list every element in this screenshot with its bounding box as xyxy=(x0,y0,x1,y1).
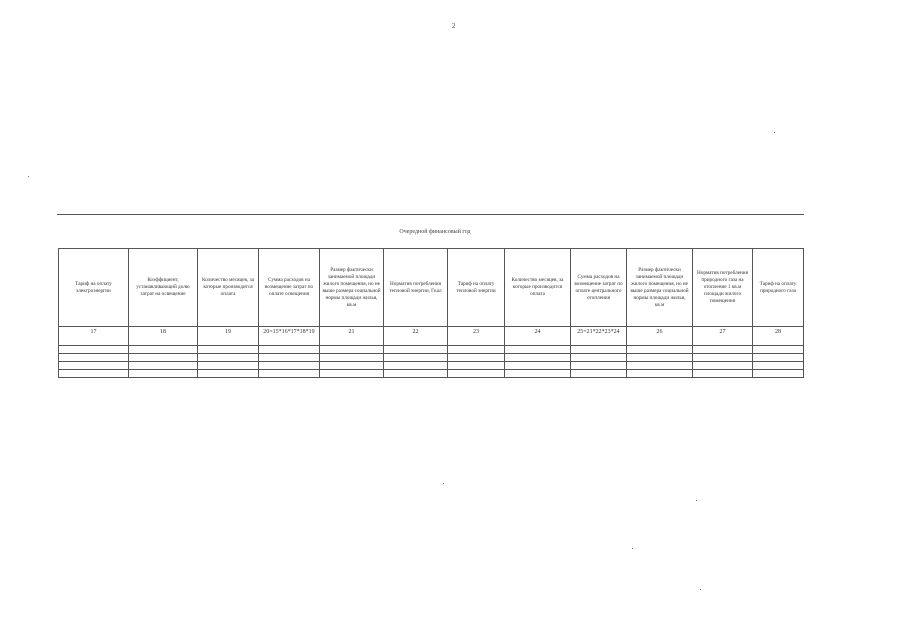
table-row xyxy=(59,354,804,362)
column-number: 19 xyxy=(198,327,259,346)
table-cell xyxy=(505,346,571,354)
column-number: 20=15*16*17*18*19 xyxy=(259,327,320,346)
table-cell xyxy=(571,370,627,378)
column-header: Количество месяцев, за которые производится оплата xyxy=(198,249,259,327)
table-caption: Очередной финансовый год xyxy=(399,229,471,235)
table-cell xyxy=(129,354,198,362)
table-cell xyxy=(384,354,448,362)
table-cell xyxy=(129,362,198,370)
table-cell xyxy=(129,346,198,354)
table-row xyxy=(59,362,804,370)
table-cell xyxy=(384,346,448,354)
column-number: 18 xyxy=(129,327,198,346)
table-cell xyxy=(627,354,693,362)
table-row xyxy=(59,370,804,378)
column-number: 21 xyxy=(320,327,384,346)
column-number-row xyxy=(59,327,804,346)
column-number: 27 xyxy=(693,327,753,346)
column-header: Тариф на оплату тепловой энергии xyxy=(448,249,505,327)
table-cell xyxy=(448,362,505,370)
column-header: Размер фактически занимаемой площади жилого помещения, но не выше размера социальной нормы площади жилья, кв.м xyxy=(320,249,384,327)
table-cell xyxy=(753,354,804,362)
scan-speck xyxy=(28,176,29,177)
column-header: Норматив потребления природного газа на отопление 1 кв.м площади жилого помещения xyxy=(693,249,753,327)
table-cell xyxy=(59,346,129,354)
table-cell xyxy=(259,362,320,370)
table-cell xyxy=(627,362,693,370)
table-cell xyxy=(198,346,259,354)
table-cell xyxy=(571,354,627,362)
table-cell xyxy=(259,370,320,378)
column-number: 26 xyxy=(627,327,693,346)
column-number: 17 xyxy=(59,327,129,346)
table-cell xyxy=(198,354,259,362)
table-cell xyxy=(505,370,571,378)
scan-speck xyxy=(443,483,444,484)
table-cell xyxy=(693,354,753,362)
table-cell xyxy=(198,370,259,378)
scan-speck xyxy=(696,500,697,501)
table-cell xyxy=(753,362,804,370)
column-header: Размер фактически занимаемой площади жилого помещения, но не выше размера социальной нормы площади жилья, кв.м xyxy=(627,249,693,327)
column-header: Тариф на оплату природного газа xyxy=(753,249,804,327)
header-row xyxy=(59,249,804,327)
table-cell xyxy=(259,346,320,354)
table-cell xyxy=(59,354,129,362)
column-header: Сумма расходов на возмещение затрат по оплате освещения xyxy=(259,249,320,327)
table-cell xyxy=(571,346,627,354)
table-cell xyxy=(59,362,129,370)
table-cell xyxy=(627,370,693,378)
table-cell xyxy=(693,346,753,354)
table-cell xyxy=(384,362,448,370)
column-header: Количество месяцев, за которые производится оплата xyxy=(505,249,571,327)
table-cell xyxy=(59,370,129,378)
scan-speck xyxy=(774,132,775,133)
column-number: 23 xyxy=(448,327,505,346)
column-header: Тариф на оплату электроэнергии xyxy=(59,249,129,327)
table-cell xyxy=(198,362,259,370)
table-cell xyxy=(259,354,320,362)
table-cell xyxy=(448,370,505,378)
expenses-table-container xyxy=(58,248,803,378)
column-number: 25=21*22*23*24 xyxy=(571,327,627,346)
table-row xyxy=(59,346,804,354)
scan-speck xyxy=(700,589,701,590)
table-cell xyxy=(384,370,448,378)
column-number: 28 xyxy=(753,327,804,346)
table-cell xyxy=(448,354,505,362)
table-cell xyxy=(627,346,693,354)
table-cell xyxy=(693,370,753,378)
scan-speck xyxy=(632,548,633,549)
column-number: 24 xyxy=(505,327,571,346)
table-cell xyxy=(753,370,804,378)
table-cell xyxy=(753,346,804,354)
table-cell xyxy=(571,362,627,370)
table-cell xyxy=(129,370,198,378)
column-number: 22 xyxy=(384,327,448,346)
top-rule xyxy=(57,214,804,215)
page-number: 2 xyxy=(452,22,456,30)
table-cell xyxy=(693,362,753,370)
table-cell xyxy=(320,362,384,370)
table-cell xyxy=(505,362,571,370)
table-cell xyxy=(448,346,505,354)
expenses-table xyxy=(58,248,804,378)
table-cell xyxy=(320,346,384,354)
table-cell xyxy=(320,354,384,362)
column-header: Норматив потребления тепловой энергии, Гкал xyxy=(384,249,448,327)
column-header: Коэффициент, устанавливающий долю затрат на освещение xyxy=(129,249,198,327)
table-cell xyxy=(320,370,384,378)
column-header: Сумма расходов на возмещение затрат по оплате центрального отопления xyxy=(571,249,627,327)
table-cell xyxy=(505,354,571,362)
